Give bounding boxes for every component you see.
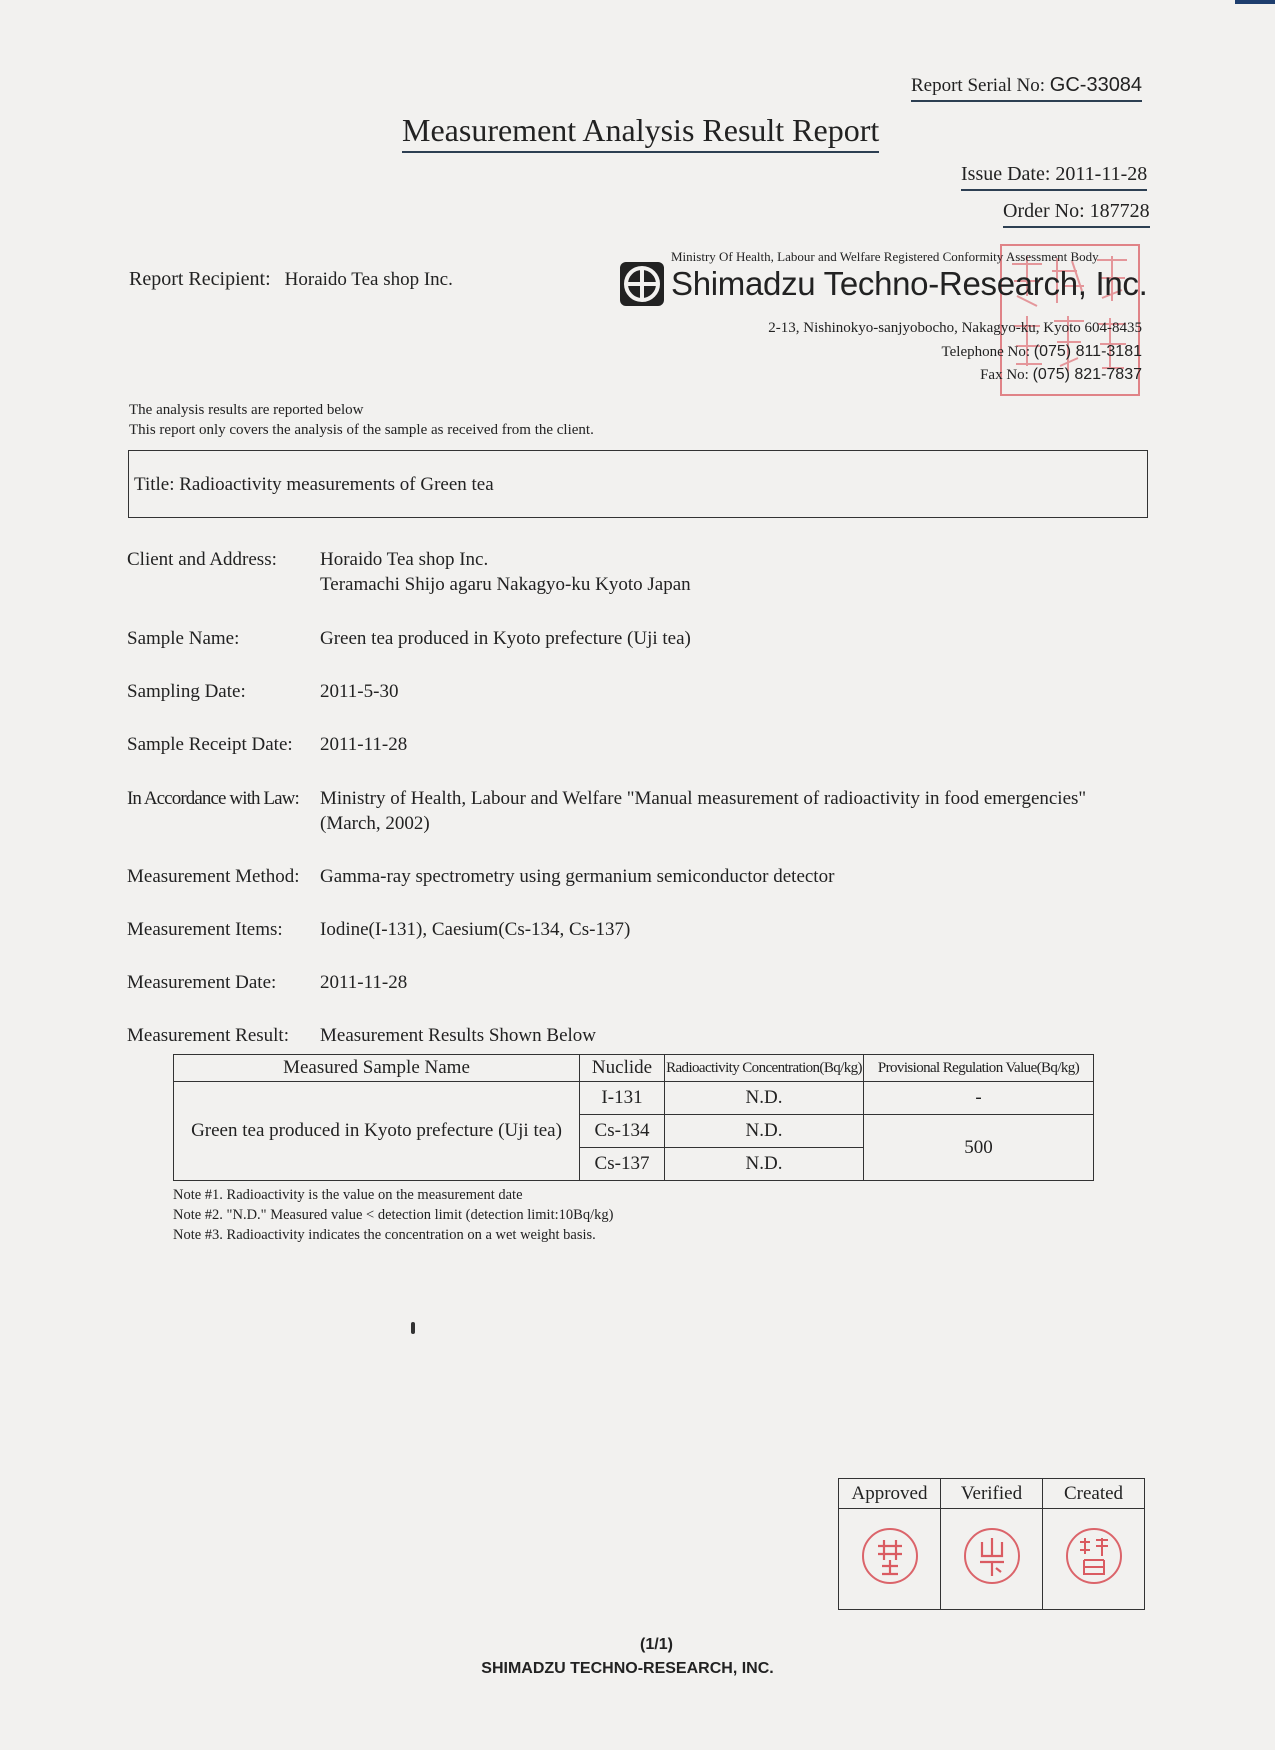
report-recipient: [129, 268, 453, 291]
registration-caption: Ministry Of Health, Labour and Welfare Registered Conformity Assessment Body: [671, 249, 1099, 264]
result-text: Measurement Results Shown Below: [320, 1025, 597, 1046]
table-row: [174, 1082, 1094, 1115]
client-address: Teramachi Shijo agaru Nakagyo-ku Kyoto Japan: [320, 574, 691, 595]
results-header-row: [174, 1055, 1094, 1082]
receipt-date-label: Sample Receipt Date:: [127, 734, 293, 755]
page-title: Measurement Analysis Result Report: [402, 112, 879, 153]
report-serial: Report Serial No: GC-33084: [911, 74, 1142, 102]
order-number: Order No: 187728: [1003, 200, 1150, 228]
approved-header: Approved: [839, 1479, 941, 1509]
concentration-cell: N.D.: [665, 1148, 864, 1181]
table-notes: [173, 1185, 613, 1245]
concentration-cell: N.D.: [665, 1082, 864, 1115]
company-address: 2-13, Nishinokyo-sanjyobocho, Nakagyo-ku, Kyoto 604-8435: [768, 320, 1142, 336]
items-label: Measurement Items:: [127, 919, 283, 940]
nuclide-cell: Cs-137: [580, 1148, 665, 1181]
measurement-date: 2011-11-28: [320, 972, 408, 993]
report-title-box: [128, 450, 1148, 518]
note-item: Note #3. Radioactivity indicates the concentration on a wet weight basis.: [173, 1227, 596, 1243]
verified-header: Verified: [941, 1479, 1043, 1509]
note-item: Note #2. "N.D." Measured value < detection limit (detection limit:10Bq/kg): [173, 1207, 614, 1223]
header-nuclide: Nuclide: [580, 1055, 665, 1082]
serial-number: GC-33084: [1049, 74, 1143, 96]
recipient-label: Report Recipient:: [129, 268, 271, 290]
receipt-date: 2011-11-28: [320, 734, 408, 755]
concentration-cell: N.D.: [665, 1115, 864, 1148]
company-name: Shimadzu Techno-Research, Inc.: [671, 265, 1148, 302]
law-text-line1: Ministry of Health, Labour and Welfare "Manual measurement of radioactivity in food emergencies": [320, 788, 1087, 809]
sampling-date-label: Sampling Date:: [127, 681, 246, 702]
nuclide-cell: I-131: [580, 1082, 665, 1115]
page-number: (1/1): [640, 1636, 673, 1653]
sample-name-cell: Green tea produced in Kyoto prefecture (Uji tea): [174, 1082, 580, 1181]
note-item: Note #1. Radioactivity is the value on the measurement date: [173, 1187, 523, 1203]
verified-seal-icon: [964, 1528, 1020, 1584]
measurement-date-label: Measurement Date:: [127, 972, 277, 993]
page-edge-mark: [1235, 0, 1275, 4]
footer-company: SHIMADZU TECHNO-RESEARCH, INC.: [481, 1660, 774, 1677]
ink-mark: [411, 1322, 415, 1334]
company-fax: Fax No: (075) 821-7837: [980, 366, 1142, 383]
sample-name-label: Sample Name:: [127, 628, 240, 649]
header-sample-name: Measured Sample Name: [174, 1055, 580, 1082]
company-telephone: Telephone No: (075) 811-3181: [941, 343, 1142, 360]
result-label: Measurement Result:: [127, 1025, 289, 1046]
sample-name: Green tea produced in Kyoto prefecture (Uji tea): [320, 628, 691, 649]
nuclide-cell: Cs-134: [580, 1115, 665, 1148]
law-label: In Accordance with Law:: [127, 788, 299, 809]
client-label: Client and Address:: [127, 549, 277, 570]
created-seal-icon: [1066, 1528, 1122, 1584]
header-concentration: Radioactivity Concentration(Bq/kg): [665, 1055, 864, 1082]
measurement-items: Iodine(I-131), Caesium(Cs-134, Cs-137): [320, 919, 631, 940]
client-name: Horaido Tea shop Inc.: [320, 549, 489, 570]
intro-text: The analysis results are reported below This report only covers the analysis of the sample as received from the client.: [129, 402, 594, 438]
shimadzu-logo-icon: [620, 262, 664, 306]
approval-table: [838, 1478, 1145, 1610]
method-label: Measurement Method:: [127, 866, 300, 887]
regulation-cell: 500: [864, 1115, 1094, 1181]
sampling-date: 2011-5-30: [320, 681, 399, 702]
header-regulation: Provisional Regulation Value(Bq/kg): [864, 1055, 1094, 1082]
report-title: Title: Radioactivity measurements of Green tea: [134, 474, 494, 495]
created-header: Created: [1043, 1479, 1145, 1509]
results-table: [173, 1054, 1094, 1181]
law-text-line2: (March, 2002): [320, 813, 430, 834]
regulation-cell: -: [864, 1082, 1094, 1115]
issue-date: Issue Date: 2011-11-28: [961, 163, 1147, 191]
recipient-value: Horaido Tea shop Inc.: [284, 269, 453, 290]
measurement-method: Gamma-ray spectrometry using germanium semiconductor detector: [320, 866, 835, 887]
approved-seal-icon: [862, 1528, 918, 1584]
